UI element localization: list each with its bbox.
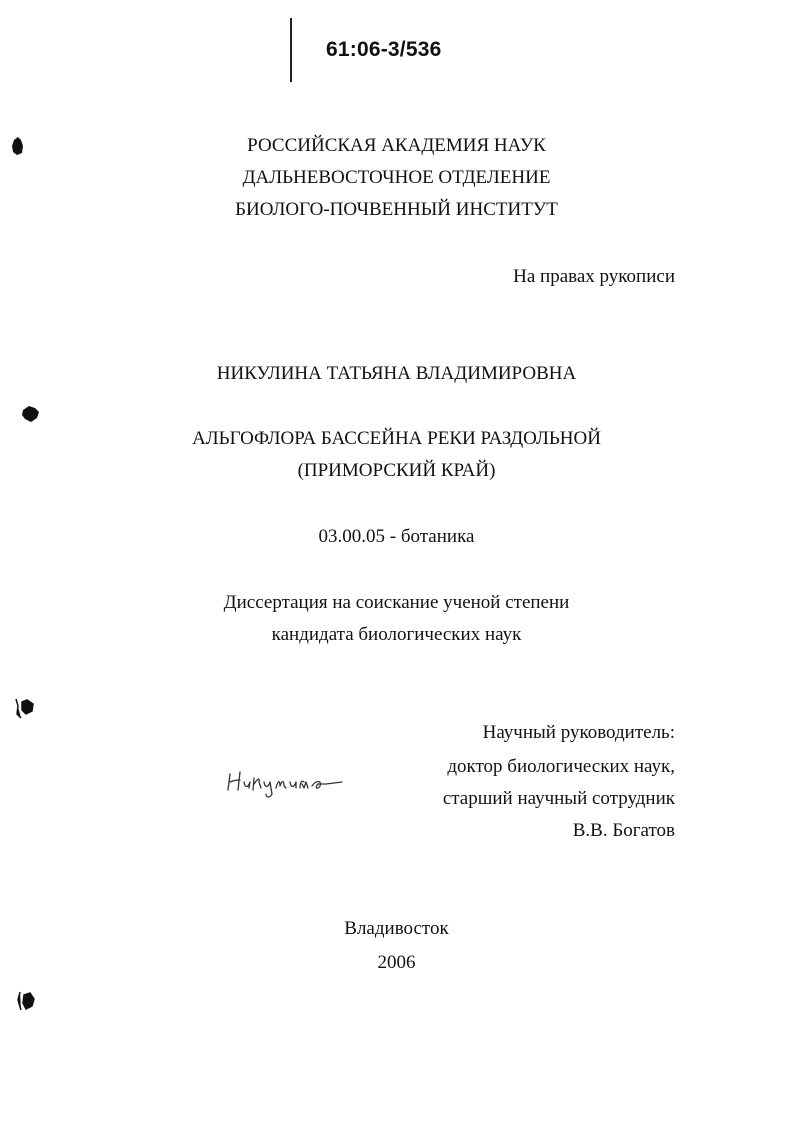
supervisor-position: старший научный сотрудник	[442, 788, 675, 809]
punch-hole-mark	[14, 990, 38, 1014]
thesis-title-line-2: (ПРИМОРСКИЙ КРАЙ)	[297, 460, 496, 481]
institution-line-2: ДАЛЬНЕВОСТОЧНОЕ ОТДЕЛЕНИЕ	[242, 167, 551, 188]
supervisor-degree: доктор биологических наук,	[447, 756, 675, 777]
manuscript-note: На правах рукописи	[513, 266, 675, 287]
degree-line-2: кандидата биологических наук	[271, 624, 522, 645]
supervisor-label: Научный руководитель:	[482, 722, 675, 743]
year: 2006	[377, 952, 416, 973]
supervisor-name: В.В. Богатов	[572, 820, 675, 841]
library-code: 61:06-3/536	[326, 38, 442, 61]
specialty-code: 03.00.05 - ботаника	[318, 526, 475, 547]
city: Владивосток	[344, 918, 449, 939]
institution-line-1: РОССИЙСКАЯ АКАДЕМИЯ НАУК	[247, 135, 546, 156]
stamp-divider	[290, 18, 292, 82]
thesis-title-line-1: АЛЬГОФЛОРА БАССЕЙНА РЕКИ РАЗДОЛЬНОЙ	[192, 428, 601, 449]
author-name: НИКУЛИНА ТАТЬЯНА ВЛАДИМИРОВНА	[216, 363, 577, 384]
punch-hole-mark	[20, 404, 42, 424]
punch-hole-mark	[12, 696, 38, 720]
author-signature	[226, 766, 346, 800]
institution-line-3: БИОЛОГО-ПОЧВЕННЫЙ ИНСТИТУТ	[235, 199, 558, 220]
degree-line-1: Диссертация на соискание ученой степени	[223, 592, 570, 613]
